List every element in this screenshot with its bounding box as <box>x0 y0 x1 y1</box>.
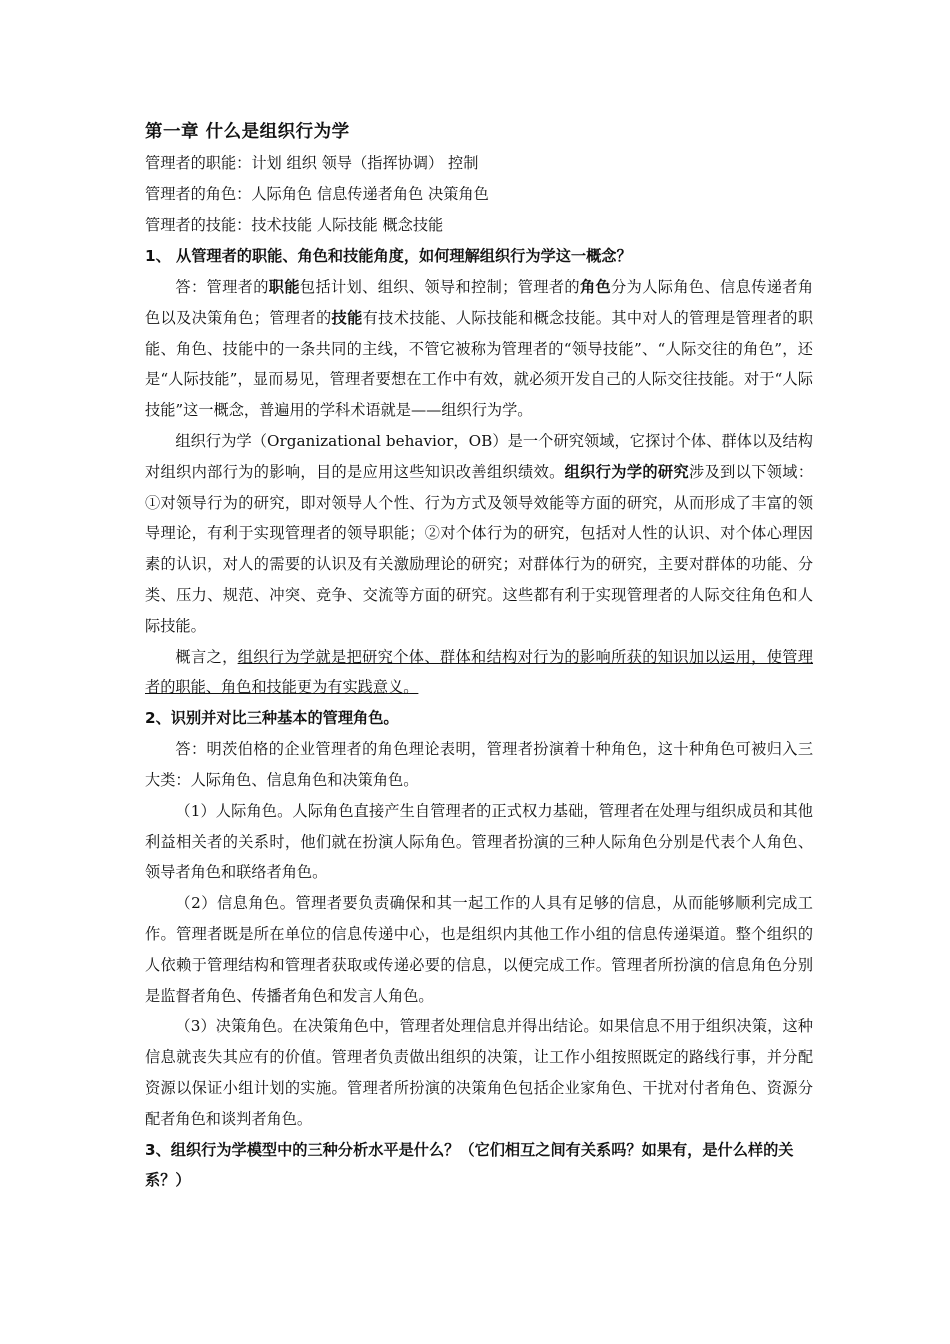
intro-line-roles: 管理者的角色：人际角色 信息传递者角色 决策角色 <box>145 185 489 203</box>
intro-line-skills: 管理者的技能：技术技能 人际技能 概念技能 <box>145 216 444 234</box>
document-body <box>145 116 813 1195</box>
text-run: 组织行为学（Organizational behavior，OB）是一个研究领域，它探讨个体、群体以及结构对组织内部行为的影响，目的是应用这些知识改善组织绩效。 <box>145 431 813 481</box>
question-3-heading: 3、组织行为学模型中的三种分析水平是什么？（它们相互之间有关系吗？如果有，是什么样的关系？） <box>145 1140 794 1189</box>
q1-answer-paragraph-2 <box>145 426 813 642</box>
q1-answer-paragraph-3 <box>145 642 813 704</box>
text-run: 包括计划、组织、领导和控制；管理者的 <box>299 278 580 296</box>
question-2-heading: 2、识别并对比三种基本的管理角色。 <box>145 709 399 728</box>
text-run: 分为人际角色、信息传递者角色以及决策角色；管理者的 <box>145 278 814 327</box>
bold-term-skills: 技能 <box>331 308 363 327</box>
text-run: 有技术技能、人际技能和概念技能。其中对人的管理是管理者的职能、角色、技能中的一条共同的主线，不管它被称为管理者的“领导技能”、“人际交往的角色”，还是“人际技能”，显而易见，管理者要想在工作中有效，就必须开发自己的人际交往技能。对于“人际技能”这一概念，普遍用的学科术语就是——组织行为学。 <box>145 308 814 420</box>
bold-term-roles: 角色 <box>579 278 612 296</box>
bold-term-functions: 职能 <box>268 278 300 296</box>
intro-line-functions: 管理者的职能：计划 组织 领导（指挥协调） 控制 <box>145 154 479 172</box>
bold-term-ob-research: 组织行为学的研究 <box>564 462 690 481</box>
chapter-title: 第一章 什么是组织行为学 <box>145 122 350 142</box>
text-run: 答：管理者的 <box>175 278 269 296</box>
underlined-conclusion: 组织行为学就是把研究个体、群体和结构对行为的影响所获的知识加以运用，使管理者的职能、角色和技能更为有实践意义。 <box>145 647 814 697</box>
q2-answer-interpersonal-role: （1）人际角色。人际角色直接产生自管理者的正式权力基础，管理者在处理与组织成员和其他利益相关者的关系时，他们就在扮演人际角色。管理者扮演的三种人际角色分别是代表个人角色、领导者角色和联络者角色。 <box>145 801 813 882</box>
text-run: 概言之， <box>175 647 238 666</box>
question-1-heading: 1、 从管理者的职能、角色和技能角度，如何理解组织行为学这一概念？ <box>145 247 632 265</box>
q2-answer-informational-role: （2）信息角色。管理者要负责确保和其一起工作的人具有足够的信息，从而能够顺利完成工作。管理者既是所在单位的信息传递中心，也是组织内其他工作小组的信息传递渠道。整个组织的人依赖于管理结构和管理者获取或传递必要的信息，以便完成工作。管理者所扮演的信息角色分别是监督者角色、传播者角色和发言人角色。 <box>145 894 813 1005</box>
q1-answer-paragraph-1 <box>145 272 813 426</box>
q2-answer-paragraph-1: 答：明茨伯格的企业管理者的角色理论表明，管理者扮演着十种角色，这十种角色可被归入三大类：人际角色、信息角色和决策角色。 <box>145 740 813 789</box>
text-run: 涉及到以下领域：①对领导行为的研究，即对领导人个性、行为方式及领导效能等方面的研究，从而形成了丰富的领导理论，有利于实现管理者的领导职能；②对个体行为的研究，包括对人性的认识、对个体心理因素的认识，对人的需要的认识及有关激励理论的研究；对群体行为的研究，主要对群体的功能、分类、压力、规范、冲突、竞争、交流等方面的研究。这些都有利于实现管理者的人际交往角色和人际技能。 <box>145 462 814 635</box>
q2-answer-decisional-role: （3）决策角色。在决策角色中，管理者处理信息并得出结论。如果信息不用于组织决策，这种信息就丧失其应有的价值。管理者负责做出组织的决策，让工作小组按照既定的路线行事，并分配资源以保证小组计划的实施。管理者所扮演的决策角色包括企业家角色、干扰对付者角色、资源分配者角色和谈判者角色。 <box>145 1017 813 1128</box>
